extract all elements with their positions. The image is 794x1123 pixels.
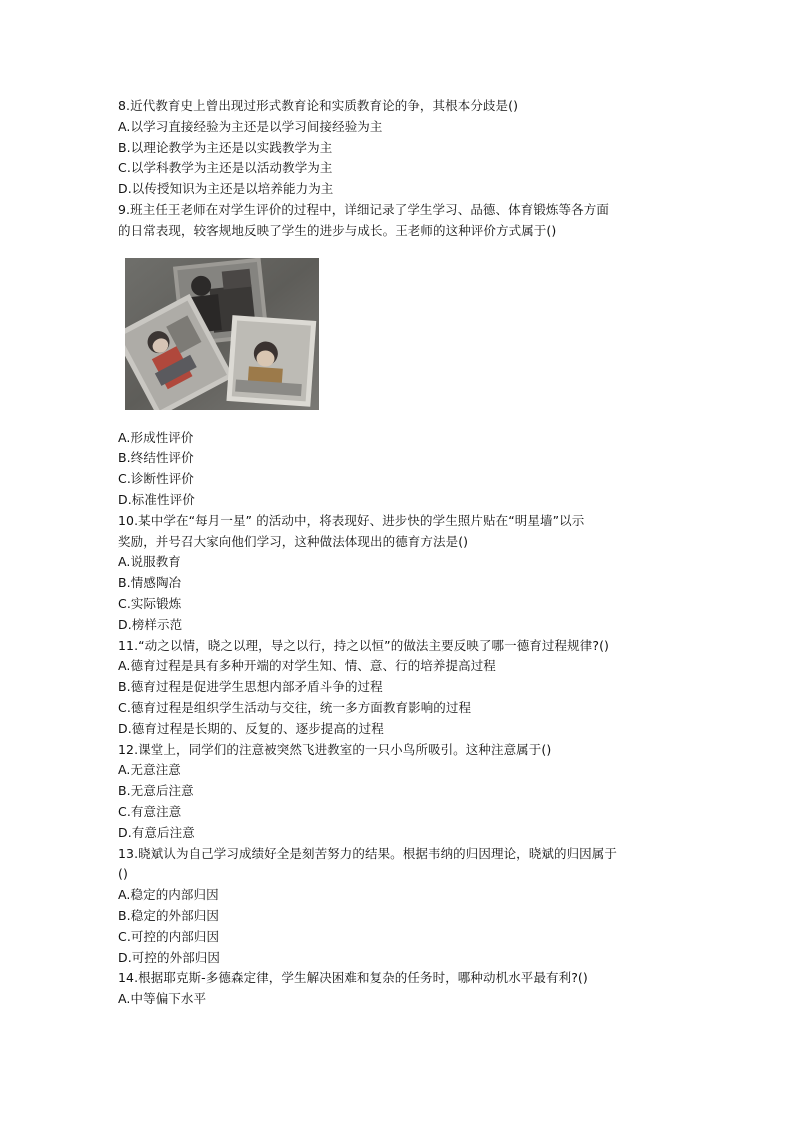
question-11-option-b: B.德育过程是促进学生思想内部矛盾斗争的过程	[118, 679, 383, 695]
question-12-stem: 12.课堂上，同学们的注意被突然飞进教室的一只小鸟所吸引。这种注意属于()	[118, 741, 552, 757]
question-13-option-d: D.可控的外部归因	[118, 949, 220, 965]
student-photos-image	[125, 258, 319, 410]
question-12-option-d: D.有意后注意	[118, 824, 195, 840]
question-11-stem: 11.“动之以情，晓之以理，导之以行，持之以恒”的做法主要反映了哪一德育过程规律?()	[118, 637, 610, 653]
question-11-option-a: A.德育过程是具有多种开端的对学生知、情、意、行的培养提高过程	[118, 658, 496, 674]
question-10-stem-line-2: 奖励，并号召大家向他们学习，这种做法体现出的德育方法是()	[118, 533, 469, 549]
question-8-option-c: C.以学科教学为主还是以活动教学为主	[118, 160, 333, 176]
question-13-stem-line-2: ()	[118, 866, 128, 882]
question-11-option-d: D.德育过程是长期的、反复的、逐步提高的过程	[118, 720, 384, 736]
question-9-option-c: C.诊断性评价	[118, 471, 194, 487]
question-10-option-c: C.实际锻炼	[118, 595, 182, 611]
question-10-option-a: A.说服教育	[118, 554, 181, 570]
question-9-option-d: D.标准性评价	[118, 491, 195, 507]
question-9-option-a: A.形成性评价	[118, 429, 194, 445]
question-14-option-a: A.中等偏下水平	[118, 991, 207, 1007]
question-8-option-a: A.以学习直接经验为主还是以学习间接经验为主	[118, 118, 383, 134]
question-8-option-b: B.以理论教学为主还是以实践教学为主	[118, 139, 333, 155]
question-10-stem-line-1: 10.某中学在“每月一星” 的活动中，将表现好、进步快的学生照片贴在“明星墙”以示	[118, 512, 585, 528]
question-9-stem-line-2: 的日常表现，较客规地反映了学生的进步与成长。王老师的这种评价方式属于()	[118, 222, 557, 238]
question-13-option-b: B.稳定的外部归因	[118, 907, 219, 923]
question-14-stem: 14.根据耶克斯-多德森定律，学生解决困难和复杂的任务时，哪种动机水平最有利?()	[118, 970, 588, 986]
question-12-option-a: A.无意注意	[118, 762, 181, 778]
question-13-stem-line-1: 13.晓斌认为自己学习成绩好全是刻苦努力的结果。根据韦纳的归因理论，晓斌的归因属于	[118, 845, 617, 861]
question-13-option-a: A.稳定的内部归因	[118, 887, 219, 903]
question-10-option-d: D.榜样示范	[118, 616, 183, 632]
question-11-option-c: C.德育过程是组织学生活动与交往，统一多方面教育影响的过程	[118, 699, 472, 715]
question-9-option-b: B.终结性评价	[118, 450, 194, 466]
question-8-option-d: D.以传授知识为主还是以培养能力为主	[118, 181, 334, 197]
question-12-option-b: B.无意后注意	[118, 783, 194, 799]
question-13-option-c: C.可控的内部归因	[118, 928, 220, 944]
question-9-stem-line-1: 9.班主任王老师在对学生评价的过程中，详细记录了学生学习、品德、体育锻炼等各方面	[118, 201, 609, 217]
question-8-stem: 8.近代教育史上曾出现过形式教育论和实质教育论的争，其根本分歧是()	[118, 98, 519, 113]
document-page	[118, 96, 678, 1010]
figure-container	[118, 242, 678, 428]
question-12-option-c: C.有意注意	[118, 803, 182, 819]
question-10-option-b: B.情感陶冶	[118, 575, 182, 591]
